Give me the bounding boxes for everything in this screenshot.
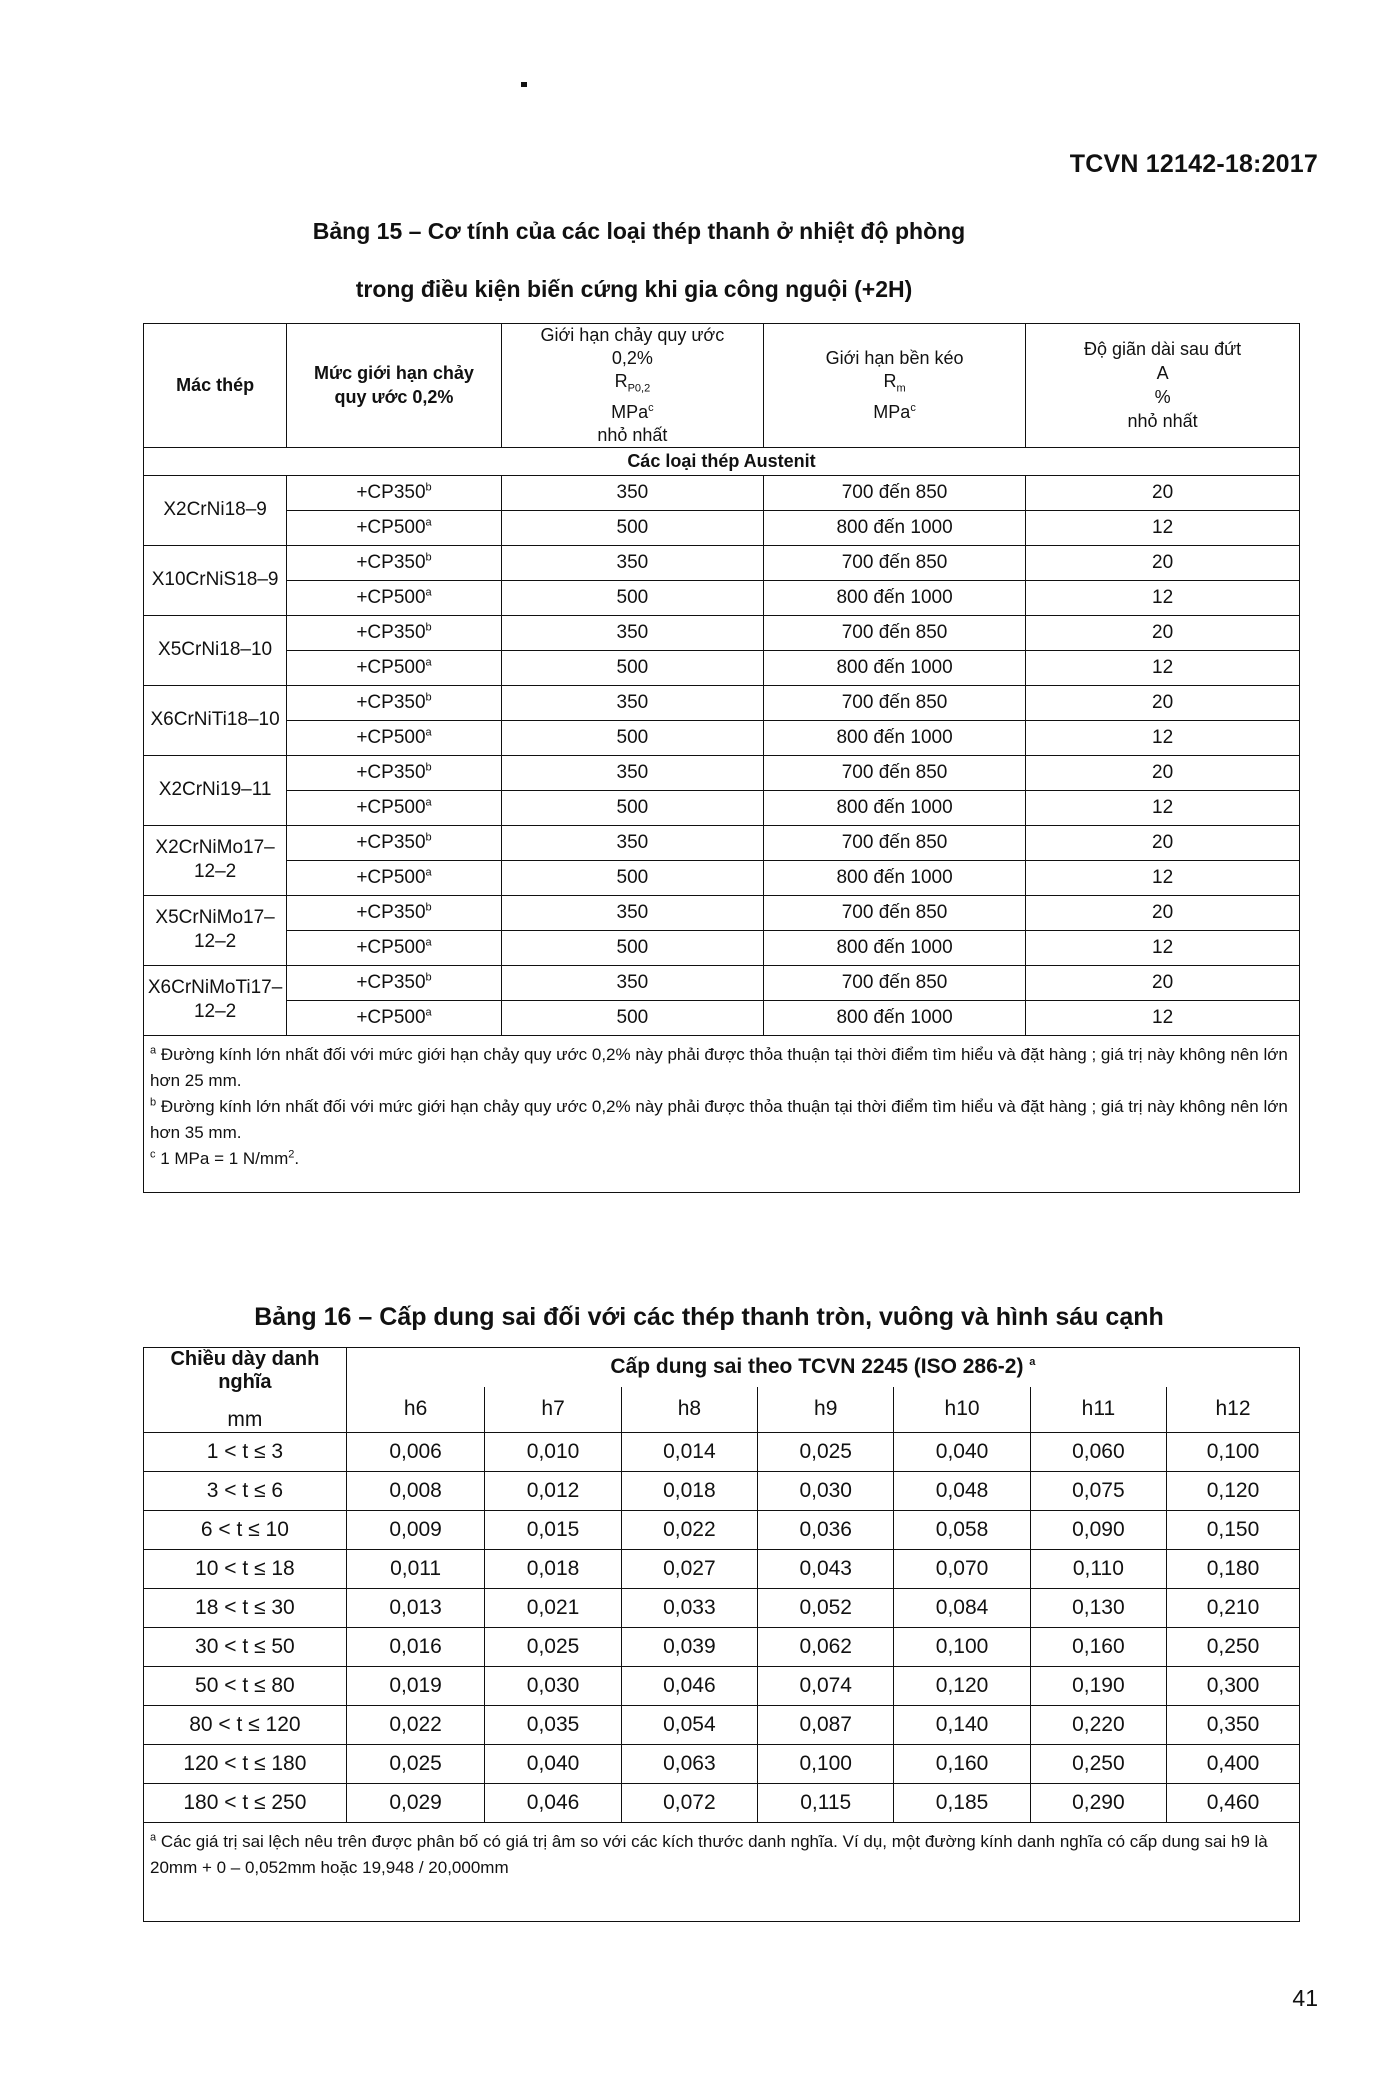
yield-value: 500 [501, 1000, 763, 1035]
tolerance-value: 0,009 [346, 1511, 485, 1550]
tensile-value: 800 đến 1000 [763, 510, 1025, 545]
tolerance-value: 0,027 [621, 1550, 757, 1589]
table15-footnotes [144, 1035, 1300, 1192]
tensile-value: 700 đến 850 [763, 895, 1025, 930]
tolerance-value: 0,019 [346, 1667, 485, 1706]
elong-value: 20 [1026, 825, 1300, 860]
tolerance-value: 0,058 [894, 1511, 1030, 1550]
tolerance-value: 0,046 [485, 1784, 621, 1823]
tolerance-value: 0,035 [485, 1706, 621, 1745]
steel-grade: X6CrNiTi18–10 [144, 685, 287, 755]
tolerance-value: 0,060 [1030, 1433, 1166, 1472]
tolerance-value: 0,250 [1030, 1745, 1166, 1784]
scan-artifact-dot [521, 82, 527, 87]
tensile-value: 700 đến 850 [763, 685, 1025, 720]
group-austenitic: Các loại thép Austenit [144, 447, 1300, 475]
table-row [144, 1667, 1300, 1706]
tolerance-value: 0,185 [894, 1784, 1030, 1823]
table-row [144, 825, 1300, 860]
yield-level: $+CP500^a$ [287, 930, 502, 965]
elong-value: 20 [1026, 615, 1300, 650]
yield-value: 500 [501, 790, 763, 825]
tolerance-value: 0,160 [1030, 1628, 1166, 1667]
yield-level: $+CP500^a$ [287, 1000, 502, 1035]
elong-value: 20 [1026, 895, 1300, 930]
table-row [144, 1433, 1300, 1472]
table-row [144, 860, 1300, 895]
page-number: 41 [1292, 1985, 1318, 2011]
tensile-value: 700 đến 850 [763, 825, 1025, 860]
elong-value: 12 [1026, 860, 1300, 895]
yield-level: $+CP350^b$ [287, 825, 502, 860]
tensile-value: 800 đến 1000 [763, 790, 1025, 825]
tolerance-value: 0,018 [621, 1472, 757, 1511]
tensile-value: 700 đến 850 [763, 545, 1025, 580]
table-row [144, 895, 1300, 930]
tolerance-value: 0,062 [758, 1628, 894, 1667]
table16-tolerance-classes [143, 1347, 1300, 1922]
tolerance-value: 0,100 [758, 1745, 894, 1784]
table-row [144, 1550, 1300, 1589]
tensile-value: 800 đến 1000 [763, 720, 1025, 755]
tolerance-value: 0,022 [621, 1511, 757, 1550]
tolerance-value: 0,030 [485, 1667, 621, 1706]
tolerance-value: 0,006 [346, 1433, 485, 1472]
tolerance-value: 0,021 [485, 1589, 621, 1628]
table-row [144, 1784, 1300, 1823]
tolerance-value: 0,140 [894, 1706, 1030, 1745]
thickness-range: 30 < t ≤ 50 [144, 1628, 347, 1667]
table-row [144, 790, 1300, 825]
table-row [144, 720, 1300, 755]
footnote-a: $^a$ Đường kính lớn nhất đối với mức giới hạn chảy quy ước 0,2% này phải được thỏa thuận tại thời điểm tìm hiểu và đặt hàng ; giá trị này không nên lớn hơn 25 mm. [150, 1043, 1288, 1090]
yield-value: 500 [501, 580, 763, 615]
thickness-range: 180 < t ≤ 250 [144, 1784, 347, 1823]
table-row [144, 1472, 1300, 1511]
elong-value: 20 [1026, 475, 1300, 510]
table-row [144, 1511, 1300, 1550]
elong-value: 12 [1026, 930, 1300, 965]
table-row [144, 615, 1300, 650]
table-row [144, 475, 1300, 510]
tolerance-value: 0,070 [894, 1550, 1030, 1589]
tensile-value: 800 đến 1000 [763, 930, 1025, 965]
table-row [144, 930, 1300, 965]
tolerance-value: 0,033 [621, 1589, 757, 1628]
tolerance-value: 0,190 [1030, 1667, 1166, 1706]
tolerance-value: 0,084 [894, 1589, 1030, 1628]
steel-grade: X2CrNi19–11 [144, 755, 287, 825]
tolerance-value: 0,120 [894, 1667, 1030, 1706]
tolerance-value: 0,040 [894, 1433, 1030, 1472]
yield-level: $+CP350^b$ [287, 545, 502, 580]
tolerance-value: 0,100 [894, 1628, 1030, 1667]
tolerance-value: 0,160 [894, 1745, 1030, 1784]
tolerance-value: 0,025 [346, 1745, 485, 1784]
tensile-value: 700 đến 850 [763, 615, 1025, 650]
table-row [144, 1745, 1300, 1784]
yield-value: 500 [501, 650, 763, 685]
tensile-value: 800 đến 1000 [763, 860, 1025, 895]
tolerance-value: 0,013 [346, 1589, 485, 1628]
footnote-b: $^b$ Đường kính lớn nhất đối với mức giới hạn chảy quy ước 0,2% này phải được thỏa thuận tại thời điểm tìm hiểu và đặt hàng ; giá trị này không nên lớn hơn 35 mm. [150, 1095, 1288, 1142]
elong-value: 20 [1026, 965, 1300, 1000]
yield-value: 500 [501, 860, 763, 895]
thickness-range: 120 < t ≤ 180 [144, 1745, 347, 1784]
tensile-value: 800 đến 1000 [763, 580, 1025, 615]
elong-value: 12 [1026, 720, 1300, 755]
yield-level: $+CP350^b$ [287, 965, 502, 1000]
yield-level: $+CP500^a$ [287, 580, 502, 615]
tolerance-value: 0,180 [1167, 1550, 1300, 1589]
yield-level: $+CP350^b$ [287, 755, 502, 790]
elong-value: 12 [1026, 790, 1300, 825]
tolerance-value: 0,048 [894, 1472, 1030, 1511]
yield-value: 350 [501, 965, 763, 1000]
tolerance-value: 0,400 [1167, 1745, 1300, 1784]
tolerance-value: 0,290 [1030, 1784, 1166, 1823]
tensile-value: 800 đến 1000 [763, 1000, 1025, 1035]
tolerance-value: 0,120 [1167, 1472, 1300, 1511]
table16-footnote-a: $^a$ Các giá trị sai lệch nêu trên được phân bố có giá trị âm so với các kích thước danh nghĩa. Ví dụ, một đường kính danh nghĩa có cấp dung sai h9 là 20mm + 0 – 0,052mm hoặc 19,948 / 20,000mm [144, 1823, 1300, 1922]
table-row [144, 1706, 1300, 1745]
header-tolerance-h6: h6 [346, 1387, 485, 1433]
table15-title-line2: trong điều kiện biến cứng khi gia công nguội (+2H) [355, 276, 913, 302]
tensile-value: 700 đến 850 [763, 965, 1025, 1000]
steel-grade: X2CrNi18–9 [144, 475, 287, 545]
yield-level: $+CP500^a$ [287, 860, 502, 895]
tolerance-value: 0,110 [1030, 1550, 1166, 1589]
table16-title: Bảng 16 – Cấp dung sai đối với các thép thanh tròn, vuông và hình sáu cạnh [254, 1303, 1164, 1331]
tolerance-value: 0,072 [621, 1784, 757, 1823]
header-nominal-thickness: Chiều dày danh nghĩa mm [144, 1348, 347, 1433]
tolerance-value: 0,039 [621, 1628, 757, 1667]
table15-title-line1: Bảng 15 – Cơ tính của các loại thép thanh ở nhiệt độ phòng [312, 218, 966, 244]
yield-value: 350 [501, 545, 763, 580]
tensile-value: 700 đến 850 [763, 475, 1025, 510]
tolerance-value: 0,018 [485, 1550, 621, 1589]
header-grade: Mác thép [144, 324, 287, 448]
yield-value: 500 [501, 510, 763, 545]
tolerance-value: 0,046 [621, 1667, 757, 1706]
header-yield-strength: Giới hạn chảy quy ước 0,2% $R_{P0,2}$ MPa$^c$ nhỏ nhất [501, 324, 763, 448]
table-row [144, 650, 1300, 685]
table-row [144, 510, 1300, 545]
table15-mechanical-properties [143, 323, 1300, 1193]
tolerance-value: 0,052 [758, 1589, 894, 1628]
header-yield-level: Mức giới hạn chảy quy ước 0,2% [287, 324, 502, 448]
tolerance-value: 0,012 [485, 1472, 621, 1511]
elong-value: 20 [1026, 545, 1300, 580]
steel-grade: X5CrNi18–10 [144, 615, 287, 685]
tolerance-value: 0,130 [1030, 1589, 1166, 1628]
yield-value: 500 [501, 930, 763, 965]
steel-grade: X5CrNiMo17–12–2 [144, 895, 287, 965]
table-row [144, 1628, 1300, 1667]
steel-grade: X10CrNiS18–9 [144, 545, 287, 615]
tolerance-value: 0,025 [485, 1628, 621, 1667]
elong-value: 12 [1026, 1000, 1300, 1035]
standard-code: TCVN 12142-18:2017 [1069, 150, 1318, 178]
tolerance-value: 0,074 [758, 1667, 894, 1706]
elong-value: 12 [1026, 580, 1300, 615]
yield-level: $+CP500^a$ [287, 510, 502, 545]
tolerance-value: 0,043 [758, 1550, 894, 1589]
steel-grade: X2CrNiMo17–12–2 [144, 825, 287, 895]
thickness-range: 50 < t ≤ 80 [144, 1667, 347, 1706]
tolerance-value: 0,022 [346, 1706, 485, 1745]
tolerance-value: 0,054 [621, 1706, 757, 1745]
elong-value: 20 [1026, 685, 1300, 720]
yield-level: $+CP500^a$ [287, 650, 502, 685]
tolerance-value: 0,015 [485, 1511, 621, 1550]
tolerance-value: 0,210 [1167, 1589, 1300, 1628]
elong-value: 12 [1026, 650, 1300, 685]
yield-value: 500 [501, 720, 763, 755]
yield-level: $+CP500^a$ [287, 790, 502, 825]
tolerance-value: 0,036 [758, 1511, 894, 1550]
header-tolerance-group: Cấp dung sai theo TCVN 2245 (ISO 286-2) $^a$ [346, 1348, 1299, 1387]
elong-value: 12 [1026, 510, 1300, 545]
thickness-range: 6 < t ≤ 10 [144, 1511, 347, 1550]
tolerance-value: 0,063 [621, 1745, 757, 1784]
table-row [144, 545, 1300, 580]
header-tolerance-h11: h11 [1030, 1387, 1166, 1433]
steel-grade: X6CrNiMoTi17–12–2 [144, 965, 287, 1035]
thickness-range: 18 < t ≤ 30 [144, 1589, 347, 1628]
yield-value: 350 [501, 475, 763, 510]
tolerance-value: 0,090 [1030, 1511, 1166, 1550]
yield-level: $+CP350^b$ [287, 895, 502, 930]
tensile-value: 700 đến 850 [763, 755, 1025, 790]
tolerance-value: 0,011 [346, 1550, 485, 1589]
yield-level: $+CP350^b$ [287, 475, 502, 510]
tolerance-value: 0,040 [485, 1745, 621, 1784]
thickness-range: 10 < t ≤ 18 [144, 1550, 347, 1589]
tolerance-value: 0,029 [346, 1784, 485, 1823]
yield-value: 350 [501, 895, 763, 930]
table-row [144, 1589, 1300, 1628]
tolerance-value: 0,115 [758, 1784, 894, 1823]
header-tolerance-h9: h9 [758, 1387, 894, 1433]
tolerance-value: 0,014 [621, 1433, 757, 1472]
tolerance-value: 0,016 [346, 1628, 485, 1667]
table-row [144, 580, 1300, 615]
header-tolerance-h12: h12 [1167, 1387, 1300, 1433]
tolerance-value: 0,087 [758, 1706, 894, 1745]
header-elongation: Độ giãn dài sau đứt A % nhỏ nhất [1026, 324, 1300, 448]
tolerance-value: 0,150 [1167, 1511, 1300, 1550]
table-row [144, 965, 1300, 1000]
yield-value: 350 [501, 615, 763, 650]
tolerance-value: 0,100 [1167, 1433, 1300, 1472]
yield-value: 350 [501, 825, 763, 860]
tolerance-value: 0,300 [1167, 1667, 1300, 1706]
thickness-range: 1 < t ≤ 3 [144, 1433, 347, 1472]
yield-value: 350 [501, 685, 763, 720]
tolerance-value: 0,220 [1030, 1706, 1166, 1745]
tolerance-value: 0,008 [346, 1472, 485, 1511]
header-tolerance-h7: h7 [485, 1387, 621, 1433]
tolerance-value: 0,030 [758, 1472, 894, 1511]
thickness-range: 3 < t ≤ 6 [144, 1472, 347, 1511]
tolerance-value: 0,350 [1167, 1706, 1300, 1745]
tolerance-value: 0,025 [758, 1433, 894, 1472]
tolerance-value: 0,460 [1167, 1784, 1300, 1823]
tolerance-value: 0,250 [1167, 1628, 1300, 1667]
elong-value: 20 [1026, 755, 1300, 790]
table-row [144, 755, 1300, 790]
yield-level: $+CP500^a$ [287, 720, 502, 755]
footnote-c: $^c$ 1 MPa = 1 $N/mm^2$. [150, 1147, 300, 1168]
table-row [144, 1000, 1300, 1035]
tensile-value: 800 đến 1000 [763, 650, 1025, 685]
table-row [144, 685, 1300, 720]
tolerance-value: 0,010 [485, 1433, 621, 1472]
yield-level: $+CP350^b$ [287, 615, 502, 650]
yield-value: 350 [501, 755, 763, 790]
header-tolerance-h8: h8 [621, 1387, 757, 1433]
header-tolerance-h10: h10 [894, 1387, 1030, 1433]
tolerance-value: 0,075 [1030, 1472, 1166, 1511]
thickness-range: 80 < t ≤ 120 [144, 1706, 347, 1745]
yield-level: $+CP350^b$ [287, 685, 502, 720]
header-tensile-strength: Giới hạn bền kéo $R_m$ MPa$^c$ [763, 324, 1025, 448]
